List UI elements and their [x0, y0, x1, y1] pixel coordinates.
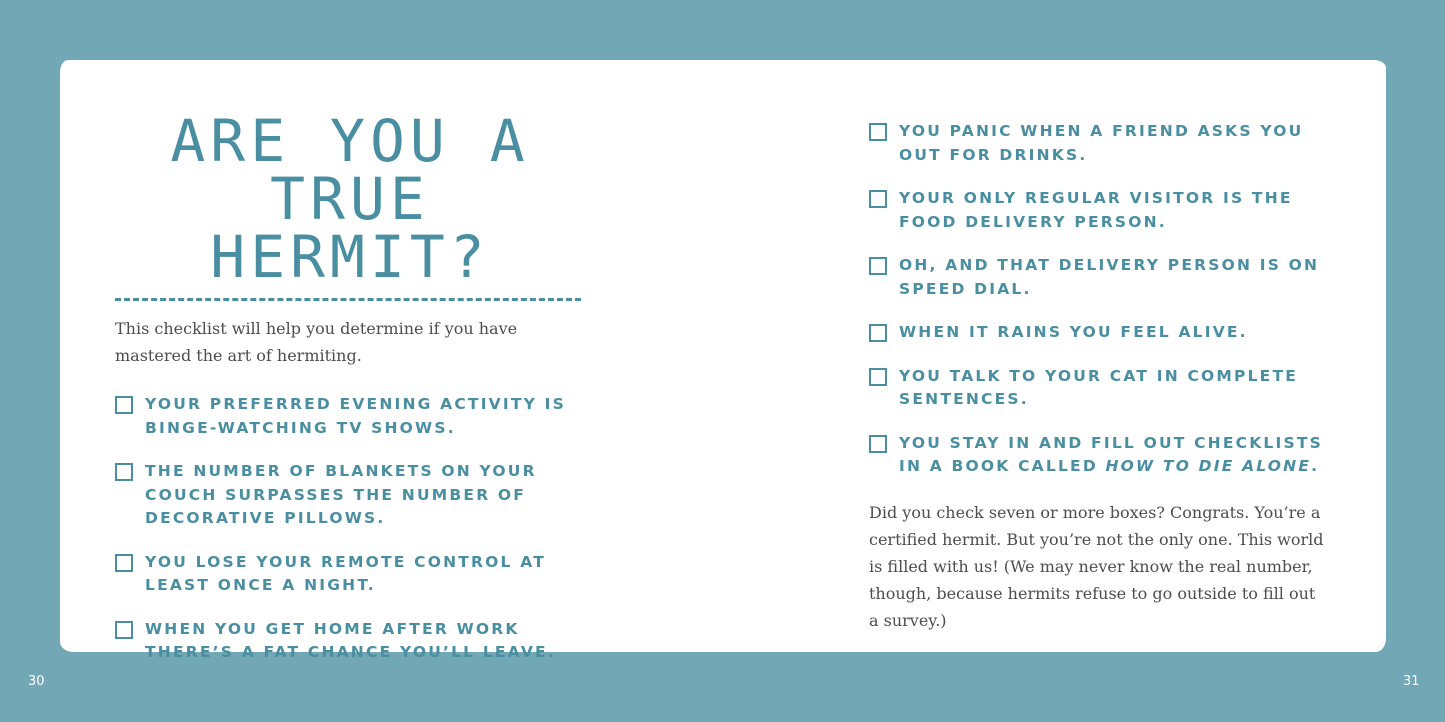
checklist-item-text: YOU PANIC WHEN A FRIEND ASKS YOU OUT FOR DRINKS. [899, 122, 1304, 164]
checkbox-icon[interactable] [869, 324, 887, 342]
checkbox-icon[interactable] [869, 368, 887, 386]
outro-text: Did you check seven or more boxes? Congrats. You’re a certified hermit. But you’re not the only one. This world is filled with us! (We may never know the real number, though, because hermits refuse to go outside to fill out a survey.) [869, 502, 1324, 630]
checklist-item [869, 432, 1329, 479]
checklist-item-text: THE NUMBER OF BLANKETS ON YOUR COUCH SURPASSES THE NUMBER OF DECORATIVE PILLOWS. [145, 462, 537, 527]
checklist-item-text: YOU TALK TO YOUR CAT IN COMPLETE SENTENCES. [899, 366, 1299, 408]
checklist-item-text: YOUR PREFERRED EVENING ACTIVITY IS BINGE-WATCHING TV SHOWS. [145, 395, 566, 437]
page-number-left: 30 [28, 674, 45, 689]
checkbox-icon[interactable] [869, 123, 887, 141]
checklist-item-text [899, 432, 1329, 479]
checklist-item-text: YOU LOSE YOUR REMOTE CONTROL AT LEAST ONCE A NIGHT. [145, 552, 546, 594]
title-line-1: ARE YOU A [170, 107, 530, 175]
item-prefix: YOU STAY IN AND FILL OUT CHECKLISTS IN A BOOK CALLED [899, 433, 1323, 475]
checkbox-icon[interactable] [869, 435, 887, 453]
checklist-item [115, 551, 585, 598]
checklist-item [869, 187, 1329, 234]
page-title [115, 107, 585, 291]
book-title: HOW TO DIE ALONE [1105, 457, 1312, 475]
title-line-2: TRUE HERMIT? [210, 165, 490, 291]
checklist-item [115, 460, 585, 531]
checkbox-icon[interactable] [869, 257, 887, 275]
checklist-item [869, 254, 1329, 301]
checklist-item-text: WHEN IT RAINS YOU FEEL ALIVE. [899, 323, 1248, 341]
checkbox-icon[interactable] [115, 621, 133, 639]
checklist-item [115, 618, 585, 665]
checklist-item [869, 120, 1329, 167]
intro-text: This checklist will help you determine if you have mastered the art of hermiting. [115, 319, 518, 365]
checklist-item-text: YOUR ONLY REGULAR VISITOR IS THE FOOD DELIVERY PERSON. [899, 189, 1293, 231]
checkbox-icon[interactable] [869, 190, 887, 208]
dashed-divider [115, 298, 581, 301]
left-column [115, 107, 585, 685]
right-column [869, 120, 1329, 650]
right-checklist [869, 120, 1329, 479]
item-suffix: . [1311, 457, 1320, 475]
checkbox-icon[interactable] [115, 554, 133, 572]
checklist-item [869, 365, 1329, 412]
checklist-item [115, 393, 585, 440]
checklist-item-text: WHEN YOU GET HOME AFTER WORK THERE’S A FAT CHANCE YOU’LL LEAVE. [145, 619, 556, 661]
checkbox-icon[interactable] [115, 463, 133, 481]
checklist-item [869, 321, 1329, 345]
checkbox-icon[interactable] [115, 396, 133, 414]
checklist-item-text: OH, AND THAT DELIVERY PERSON IS ON SPEED DIAL. [899, 256, 1320, 298]
left-checklist [115, 393, 585, 665]
page-number-right: 31 [1403, 674, 1420, 689]
